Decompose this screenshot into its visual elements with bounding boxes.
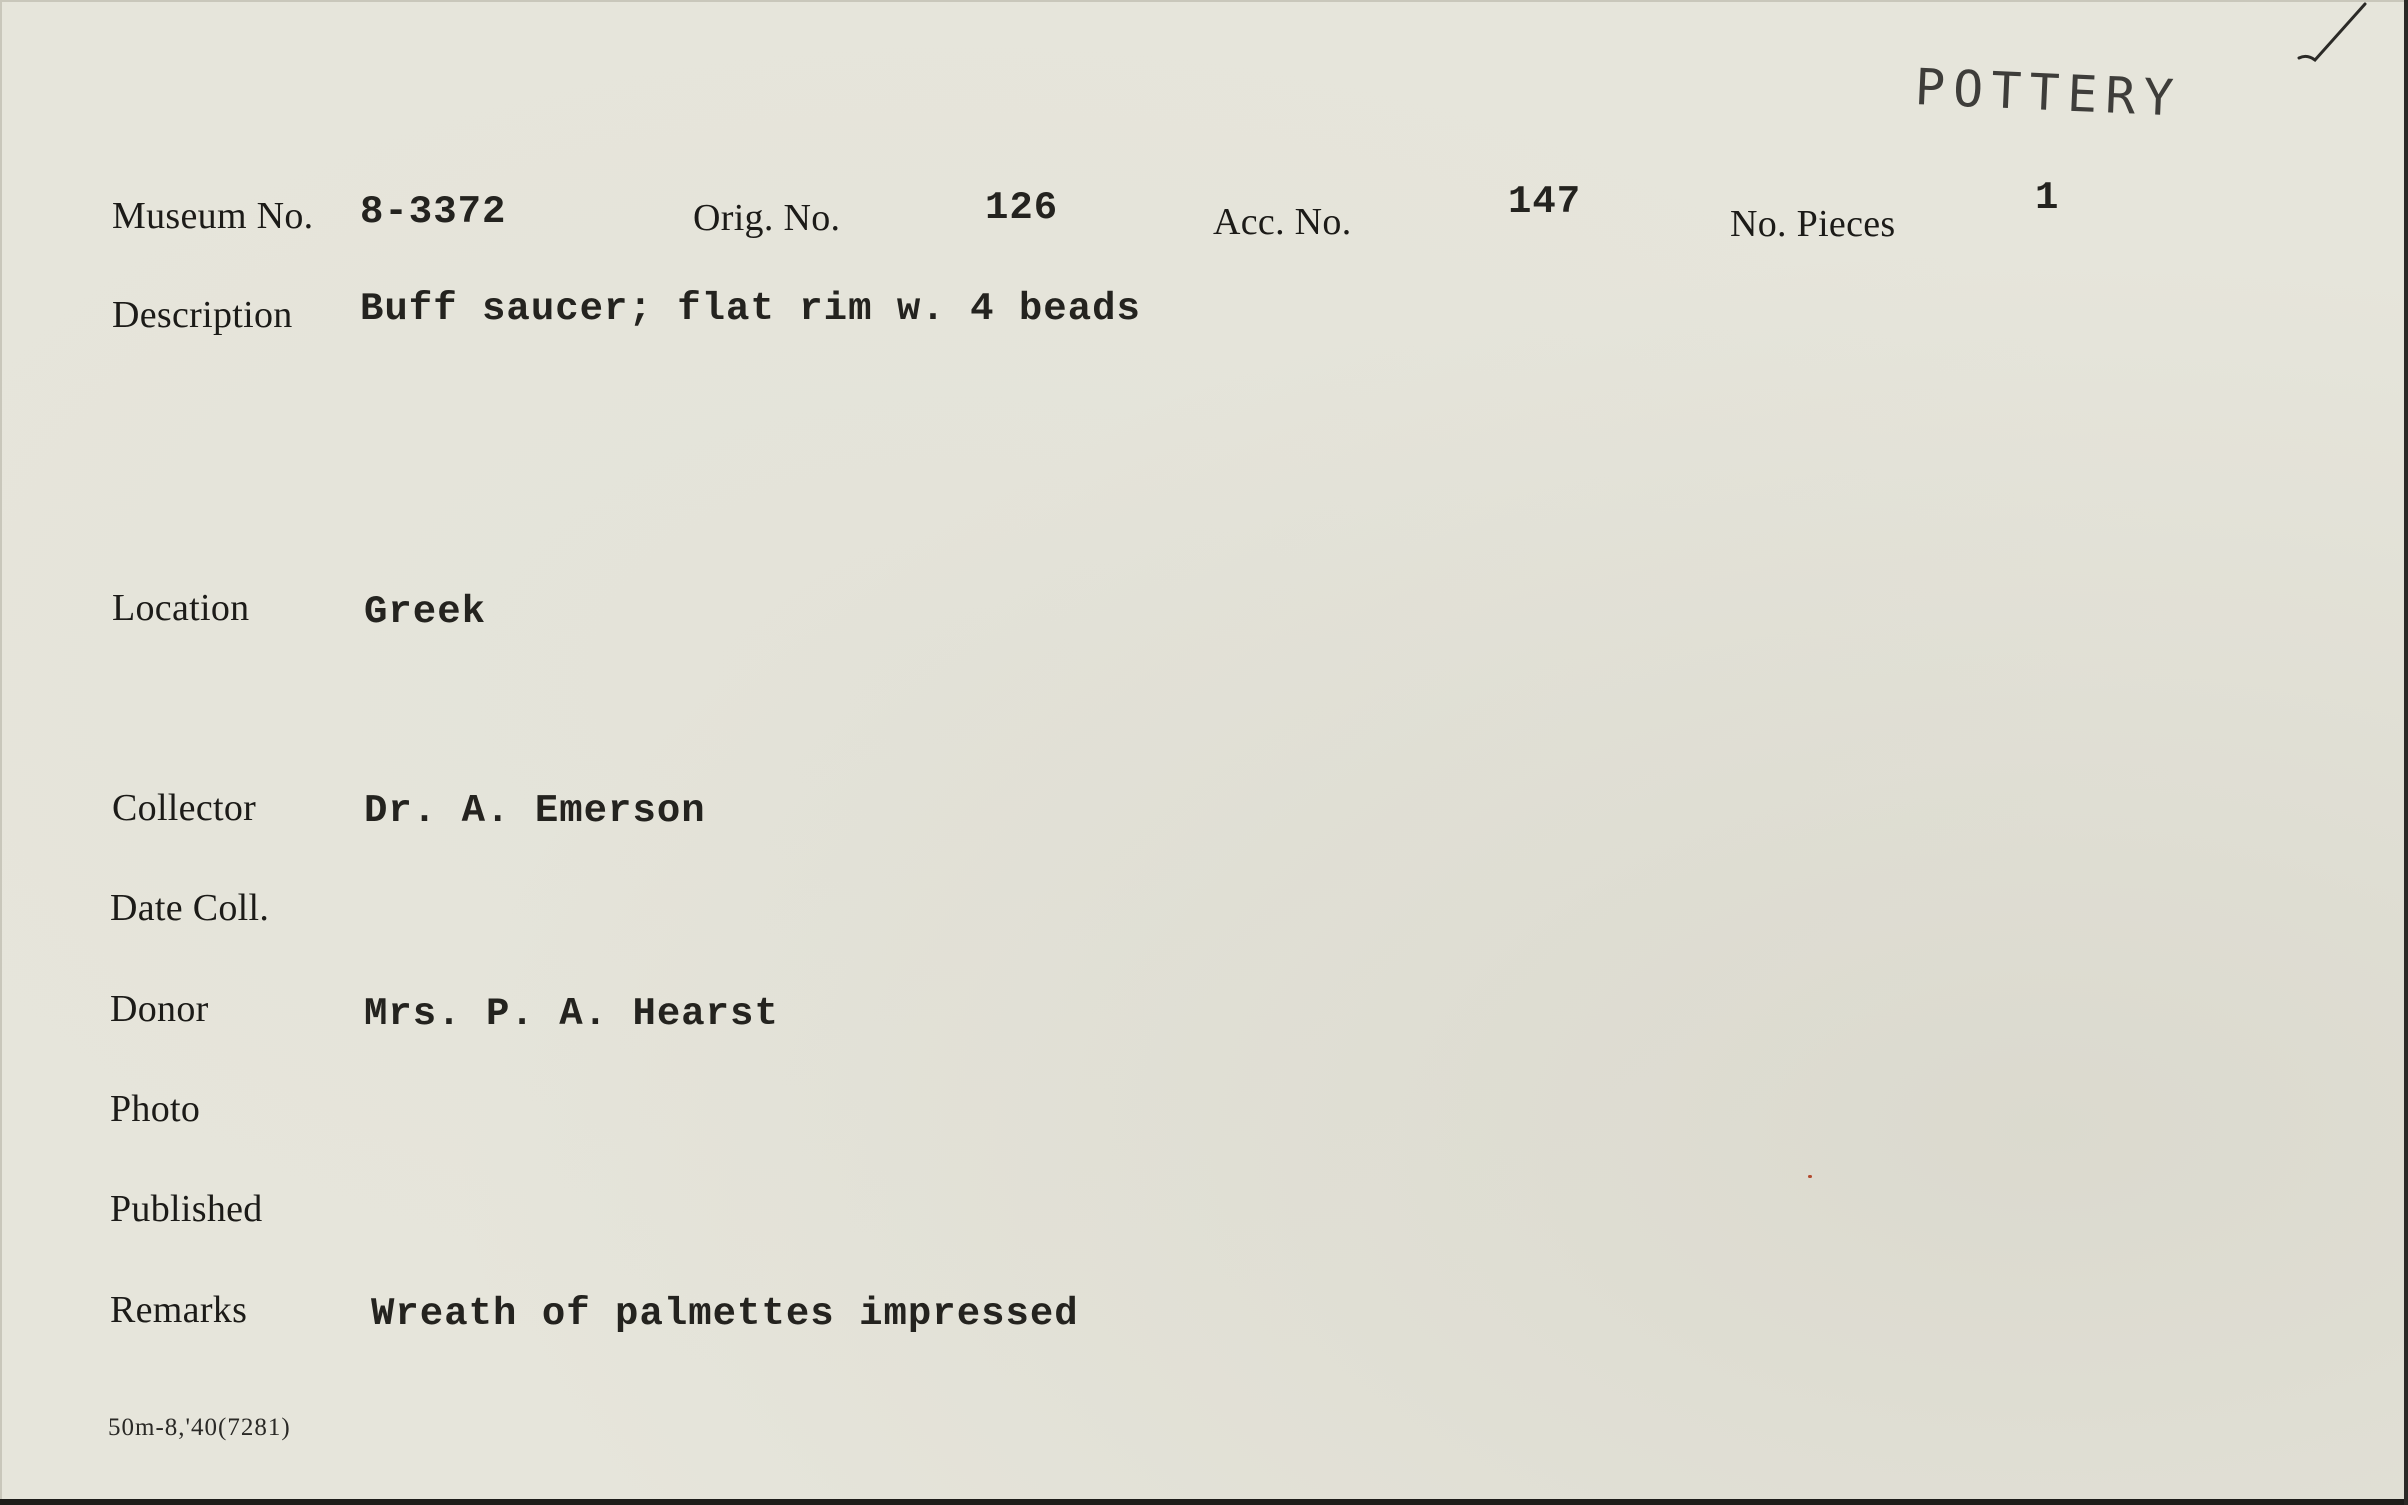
ink-speck — [1808, 1175, 1812, 1178]
collector-value: Dr. A. Emerson — [364, 789, 706, 833]
no-pieces-label: No. Pieces — [1730, 203, 1896, 245]
description-label: Description — [112, 294, 293, 336]
acc-no-label: Acc. No. — [1213, 201, 1352, 243]
remarks-value: Wreath of palmettes impressed — [371, 1292, 1079, 1336]
no-pieces-value: 1 — [2035, 176, 2060, 220]
location-label: Location — [112, 587, 250, 629]
location-value: Greek — [364, 590, 487, 634]
print-code: 50m-8,'40(7281) — [108, 1414, 291, 1441]
card-bottom-edge — [0, 1499, 2408, 1505]
donor-value: Mrs. P. A. Hearst — [364, 992, 779, 1036]
card-right-edge — [2404, 0, 2408, 1505]
acc-no-value: 147 — [1508, 180, 1582, 224]
check-mark-icon — [2295, 0, 2375, 70]
donor-label: Donor — [110, 988, 209, 1030]
remarks-label: Remarks — [110, 1289, 248, 1331]
museum-no-label: Museum No. — [112, 195, 314, 237]
photo-label: Photo — [110, 1088, 201, 1130]
description-value: Buff saucer; flat rim w. 4 beads — [360, 287, 1141, 331]
orig-no-label: Orig. No. — [693, 197, 841, 239]
category-stamp: POTTERY — [1913, 58, 2183, 128]
collector-label: Collector — [112, 787, 257, 829]
published-label: Published — [110, 1188, 263, 1230]
orig-no-value: 126 — [985, 186, 1059, 230]
museum-no-value: 8-3372 — [360, 190, 507, 234]
date-coll-label: Date Coll. — [110, 887, 270, 929]
